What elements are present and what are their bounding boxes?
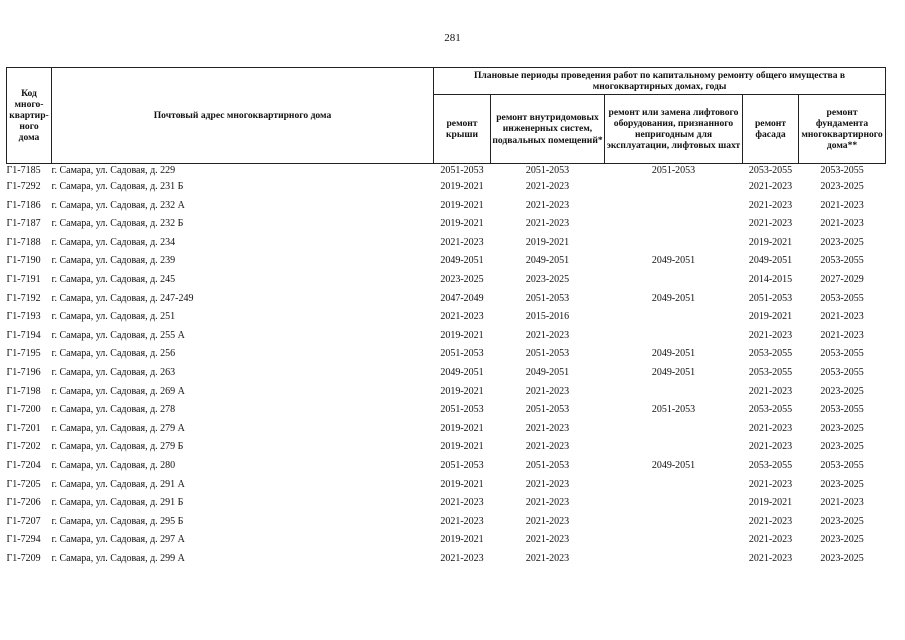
cell-foundation: 2053-2055 xyxy=(820,292,864,304)
cell-address: г. Самара, ул. Садовая, д. 263 xyxy=(51,366,176,378)
cell-facade: 2021-2023 xyxy=(748,515,793,527)
cell-elevator xyxy=(605,178,743,197)
table-row xyxy=(7,252,886,271)
cell-address: г. Самара, ул. Садовая, д. 256 xyxy=(51,348,176,360)
cell-foundation: 2021-2023 xyxy=(820,218,864,230)
cell-address: г. Самара, ул. Садовая, д. 245 xyxy=(51,273,176,285)
cell-facade: 2021-2023 xyxy=(748,218,793,230)
cell-facade: 2053-2055 xyxy=(748,404,793,416)
cell-facade: 2021-2023 xyxy=(748,385,793,397)
cell-code: Г1-7205 xyxy=(6,478,41,490)
cell-address: г. Самара, ул. Садовая, д. 295 Б xyxy=(51,515,184,527)
cell-elevator xyxy=(605,308,743,327)
cell-roof: 2051-2053 xyxy=(440,165,484,176)
table-row xyxy=(7,164,886,179)
cell-roof: 2019-2021 xyxy=(440,478,484,490)
cell-code: Г1-7204 xyxy=(6,459,41,471)
cell-elevator: 2049-2051 xyxy=(651,459,696,471)
cell-elevator xyxy=(605,327,743,346)
cell-address: г. Самара, ул. Садовая, д. 255 А xyxy=(51,329,185,341)
table-row xyxy=(7,494,886,513)
cell-foundation: 2053-2055 xyxy=(820,348,864,360)
header-periods: Плановые периоды проведения работ по капитальному ремонту общего имущества в многоквартирных домах, годы xyxy=(434,68,886,95)
cell-roof: 2049-2051 xyxy=(440,366,484,378)
table-row xyxy=(7,234,886,253)
table-row xyxy=(7,197,886,216)
cell-facade: 2021-2023 xyxy=(748,329,793,341)
table-row xyxy=(7,290,886,309)
cell-foundation: 2053-2055 xyxy=(820,404,864,416)
cell-code: Г1-7188 xyxy=(6,236,41,248)
cell-elevator: 2049-2051 xyxy=(651,292,696,304)
cell-systems: 2021-2023 xyxy=(525,552,570,564)
cell-systems: 2049-2051 xyxy=(525,255,570,267)
cell-address: г. Самара, ул. Садовая, д. 234 xyxy=(51,236,176,248)
cell-facade: 2021-2023 xyxy=(748,441,793,453)
cell-systems: 2021-2023 xyxy=(525,199,570,211)
cell-elevator: 2051-2053 xyxy=(651,404,696,416)
table-row xyxy=(7,364,886,383)
header-foundation: ремонт фундамента многоквартирного дома** xyxy=(799,95,886,164)
cell-address: г. Самара, ул. Садовая, д. 232 Б xyxy=(51,218,184,230)
cell-roof: 2021-2023 xyxy=(440,515,484,527)
cell-elevator xyxy=(605,531,743,550)
table-row xyxy=(7,420,886,439)
cell-roof: 2051-2053 xyxy=(440,404,484,416)
cell-foundation: 2021-2023 xyxy=(820,497,864,509)
cell-code: Г1-7187 xyxy=(6,218,41,230)
cell-roof: 2019-2021 xyxy=(440,385,484,397)
cell-code: Г1-7209 xyxy=(6,552,41,564)
cell-address: г. Самара, ул. Садовая, д. 247-249 xyxy=(51,292,194,304)
cell-code: Г1-7185 xyxy=(6,165,41,176)
cell-code: Г1-7201 xyxy=(6,422,41,434)
table-row xyxy=(7,438,886,457)
cell-foundation: 2053-2055 xyxy=(820,165,864,176)
cell-code: Г1-7193 xyxy=(6,311,41,323)
cell-roof: 2019-2021 xyxy=(440,534,484,546)
table-row xyxy=(7,308,886,327)
cell-facade: 2021-2023 xyxy=(748,422,793,434)
header-facade: ремонт фасада xyxy=(743,95,799,164)
cell-code: Г1-7207 xyxy=(6,515,41,527)
cell-code: Г1-7192 xyxy=(6,292,41,304)
cell-elevator: 2049-2051 xyxy=(651,348,696,360)
table-row xyxy=(7,345,886,364)
cell-elevator xyxy=(605,383,743,402)
cell-roof: 2019-2021 xyxy=(440,422,484,434)
cell-code: Г1-7191 xyxy=(6,273,41,285)
table-row xyxy=(7,550,886,569)
cell-roof: 2019-2021 xyxy=(440,329,484,341)
cell-facade: 2049-2051 xyxy=(748,255,793,267)
cell-address: г. Самара, ул. Садовая, д. 278 xyxy=(51,404,176,416)
cell-foundation: 2021-2023 xyxy=(820,329,864,341)
cell-facade: 2019-2021 xyxy=(748,311,793,323)
cell-facade: 2053-2055 xyxy=(748,459,793,471)
cell-code: Г1-7206 xyxy=(6,497,41,509)
cell-roof: 2019-2021 xyxy=(440,199,484,211)
cell-roof: 2051-2053 xyxy=(440,459,484,471)
table-row xyxy=(7,271,886,290)
cell-roof: 2051-2053 xyxy=(440,348,484,360)
cell-elevator xyxy=(605,438,743,457)
cell-address: г. Самара, ул. Садовая, д. 279 Б xyxy=(51,441,184,453)
cell-address: г. Самара, ул. Садовая, д. 299 А xyxy=(51,552,185,564)
table-row xyxy=(7,215,886,234)
cell-foundation: 2023-2025 xyxy=(820,441,864,453)
cell-systems: 2051-2053 xyxy=(525,165,570,176)
cell-roof: 2021-2023 xyxy=(440,311,484,323)
cell-facade: 2021-2023 xyxy=(748,199,793,211)
table-row xyxy=(7,457,886,476)
cell-systems: 2021-2023 xyxy=(525,181,570,192)
cell-foundation: 2027-2029 xyxy=(820,273,864,285)
cell-foundation: 2053-2055 xyxy=(820,366,864,378)
cell-systems: 2015-2016 xyxy=(525,311,570,323)
cell-foundation: 2021-2023 xyxy=(820,311,864,323)
table-row xyxy=(7,531,886,550)
cell-elevator xyxy=(605,197,743,216)
cell-systems: 2021-2023 xyxy=(525,218,570,230)
table-row xyxy=(7,401,886,420)
cell-facade: 2053-2055 xyxy=(748,366,793,378)
cell-foundation: 2053-2055 xyxy=(820,255,864,267)
cell-address: г. Самара, ул. Садовая, д. 297 А xyxy=(51,534,185,546)
cell-foundation: 2023-2025 xyxy=(820,478,864,490)
cell-facade: 2019-2021 xyxy=(748,236,793,248)
cell-roof: 2021-2023 xyxy=(440,236,484,248)
cell-address: г. Самара, ул. Садовая, д. 239 xyxy=(51,255,176,267)
cell-code: Г1-7200 xyxy=(6,404,41,416)
cell-systems: 2021-2023 xyxy=(525,385,570,397)
cell-foundation: 2023-2025 xyxy=(820,534,864,546)
header-elevator: ремонт или замена лифтового оборудования, признанного непригодным для эксплуатации, лифтовых шахт xyxy=(605,95,743,164)
cell-systems: 2021-2023 xyxy=(525,534,570,546)
cell-facade: 2021-2023 xyxy=(748,534,793,546)
cell-elevator xyxy=(605,215,743,234)
cell-elevator xyxy=(605,494,743,513)
cell-facade: 2021-2023 xyxy=(748,552,793,564)
capital-repair-table xyxy=(6,67,886,568)
table-row xyxy=(7,476,886,495)
cell-foundation: 2023-2025 xyxy=(820,552,864,564)
cell-foundation: 2021-2023 xyxy=(820,199,864,211)
cell-elevator xyxy=(605,271,743,290)
cell-facade: 2051-2053 xyxy=(748,292,793,304)
cell-address: г. Самара, ул. Садовая, д. 280 xyxy=(51,459,176,471)
cell-elevator xyxy=(605,476,743,495)
cell-elevator xyxy=(605,550,743,569)
cell-systems: 2021-2023 xyxy=(525,497,570,509)
header-systems: ремонт внутридомовых инженерных систем, подвальных помещений* xyxy=(491,95,605,164)
header-roof: ремонт крыши xyxy=(434,95,491,164)
table-row xyxy=(7,178,886,197)
cell-address: г. Самара, ул. Садовая, д. 279 А xyxy=(51,422,185,434)
cell-roof: 2049-2051 xyxy=(440,255,484,267)
cell-systems: 2021-2023 xyxy=(525,478,570,490)
cell-systems: 2051-2053 xyxy=(525,292,570,304)
table-row xyxy=(7,383,886,402)
cell-code: Г1-7195 xyxy=(6,348,41,360)
cell-systems: 2019-2021 xyxy=(525,236,570,248)
cell-systems: 2021-2023 xyxy=(525,422,570,434)
cell-facade: 2053-2055 xyxy=(748,348,793,360)
cell-systems: 2049-2051 xyxy=(525,366,570,378)
cell-address: г. Самара, ул. Садовая, д. 291 Б xyxy=(51,497,184,509)
header-code: Код много-квартир-ного дома xyxy=(7,68,52,164)
cell-address: г. Самара, ул. Садовая, д. 269 А xyxy=(51,385,185,397)
table-row xyxy=(7,327,886,346)
cell-address: г. Самара, ул. Садовая, д. 291 А xyxy=(51,478,185,490)
cell-foundation: 2053-2055 xyxy=(820,459,864,471)
cell-systems: 2051-2053 xyxy=(525,404,570,416)
cell-address: г. Самара, ул. Садовая, д. 229 xyxy=(51,165,176,176)
cell-address: г. Самара, ул. Садовая, д. 251 xyxy=(51,311,176,323)
cell-systems: 2051-2053 xyxy=(525,459,570,471)
cell-roof: 2023-2025 xyxy=(440,273,484,285)
cell-code: Г1-7292 xyxy=(6,181,41,192)
cell-facade: 2021-2023 xyxy=(748,181,793,192)
cell-facade: 2053-2055 xyxy=(748,165,793,176)
cell-systems: 2023-2025 xyxy=(525,273,570,285)
cell-code: Г1-7190 xyxy=(6,255,41,267)
cell-foundation: 2023-2025 xyxy=(820,236,864,248)
cell-code: Г1-7198 xyxy=(6,385,41,397)
cell-address: г. Самара, ул. Садовая, д. 232 А xyxy=(51,199,185,211)
cell-facade: 2014-2015 xyxy=(748,273,793,285)
page-number: 281 xyxy=(444,32,461,44)
cell-elevator: 2051-2053 xyxy=(651,165,696,176)
cell-foundation: 2023-2025 xyxy=(820,515,864,527)
cell-roof: 2021-2023 xyxy=(440,552,484,564)
cell-facade: 2019-2021 xyxy=(748,497,793,509)
cell-roof: 2019-2021 xyxy=(440,181,484,192)
cell-facade: 2021-2023 xyxy=(748,478,793,490)
cell-address: г. Самара, ул. Садовая, д. 231 Б xyxy=(51,181,184,192)
cell-elevator xyxy=(605,234,743,253)
cell-systems: 2051-2053 xyxy=(525,348,570,360)
cell-foundation: 2023-2025 xyxy=(820,422,864,434)
cell-code: Г1-7196 xyxy=(6,366,41,378)
cell-elevator xyxy=(605,513,743,532)
cell-code: Г1-7194 xyxy=(6,329,41,341)
cell-foundation: 2023-2025 xyxy=(820,181,864,192)
header-address: Почтовый адрес многоквартирного дома xyxy=(52,68,434,164)
cell-roof: 2019-2021 xyxy=(440,441,484,453)
table-body xyxy=(7,164,886,569)
cell-elevator: 2049-2051 xyxy=(651,366,696,378)
table-row xyxy=(7,513,886,532)
cell-code: Г1-7294 xyxy=(6,534,41,546)
cell-roof: 2021-2023 xyxy=(440,497,484,509)
cell-systems: 2021-2023 xyxy=(525,329,570,341)
cell-elevator xyxy=(605,420,743,439)
cell-code: Г1-7186 xyxy=(6,199,41,211)
cell-systems: 2021-2023 xyxy=(525,441,570,453)
cell-systems: 2021-2023 xyxy=(525,515,570,527)
cell-foundation: 2023-2025 xyxy=(820,385,864,397)
cell-elevator: 2049-2051 xyxy=(651,255,696,267)
cell-roof: 2047-2049 xyxy=(440,292,484,304)
cell-roof: 2019-2021 xyxy=(440,218,484,230)
cell-code: Г1-7202 xyxy=(6,441,41,453)
